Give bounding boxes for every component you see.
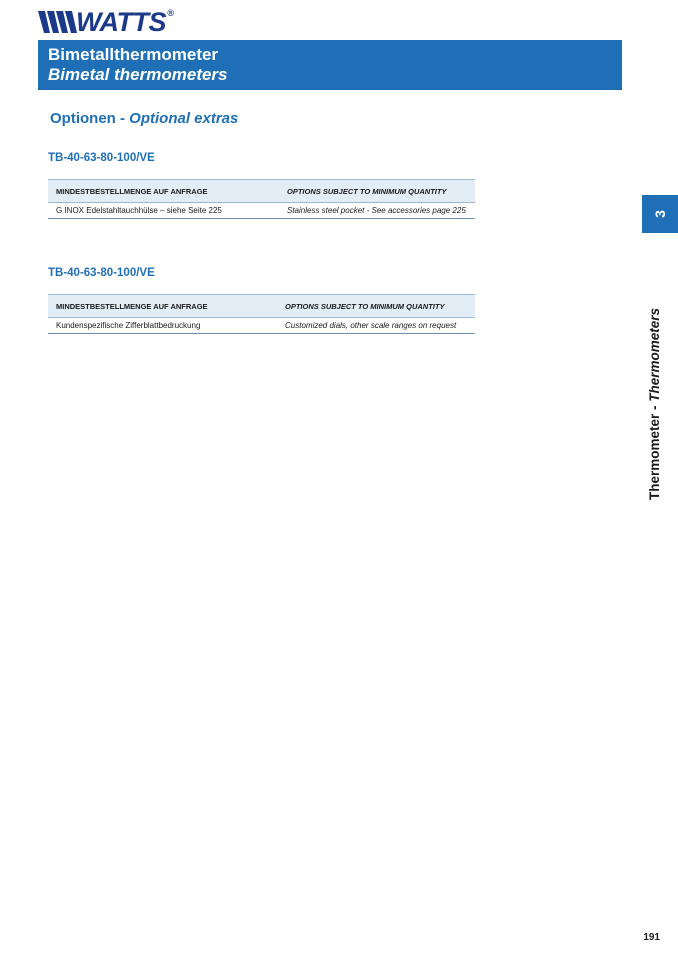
header-cell-de: MINDESTBESTELLMENGE AUF ANFRAGE <box>48 180 287 203</box>
logo-wordmark: WATTS <box>76 6 166 37</box>
options-table <box>48 294 475 334</box>
page-number: 191 <box>643 932 660 943</box>
watts-logo-mark-icon <box>38 9 78 35</box>
option-cell-en: Customized dials, other scale ranges on request <box>285 318 475 334</box>
option-cell-en: Stainless steel pocket - See accessories page 225 <box>287 203 475 219</box>
table-header-row <box>48 180 475 203</box>
page-title-de: Bimetallthermometer <box>48 45 219 64</box>
header-cell-de: MINDESTBESTELLMENGE AUF ANFRAGE <box>48 295 285 318</box>
page-title-en: Bimetal thermometers <box>48 65 228 84</box>
header-cell-en: OPTIONS SUBJECT TO MINIMUM QUANTITY <box>287 180 475 203</box>
option-cell-de: Kundenspezifische Zifferblattbedruckung <box>48 318 285 334</box>
side-label-en: Thermometers <box>647 307 662 402</box>
model-title: TB-40-63-80-100/VE <box>48 152 155 164</box>
title-band <box>38 40 622 90</box>
table-header-row <box>48 295 475 318</box>
side-label-de: Thermometer <box>647 413 662 500</box>
side-label-separator: - <box>647 401 662 414</box>
section-heading-de: Optionen <box>50 110 116 127</box>
options-table <box>48 179 475 219</box>
option-cell-de: G INOX Edelstahltauchhülse – siehe Seite 225 <box>48 203 287 219</box>
table-row <box>48 203 475 219</box>
table-row <box>48 318 475 334</box>
options-block <box>48 151 475 219</box>
section-heading <box>50 110 238 127</box>
chapter-number: 3 <box>651 210 668 218</box>
section-heading-separator: - <box>115 110 130 127</box>
section-heading-en: Optional extras <box>129 110 239 127</box>
registered-mark: ® <box>167 7 174 18</box>
chapter-tab <box>642 195 678 233</box>
model-title: TB-40-63-80-100/VE <box>48 267 155 279</box>
watts-logo <box>38 6 174 37</box>
options-block <box>48 266 475 334</box>
header-cell-en: OPTIONS SUBJECT TO MINIMUM QUANTITY <box>285 295 475 318</box>
